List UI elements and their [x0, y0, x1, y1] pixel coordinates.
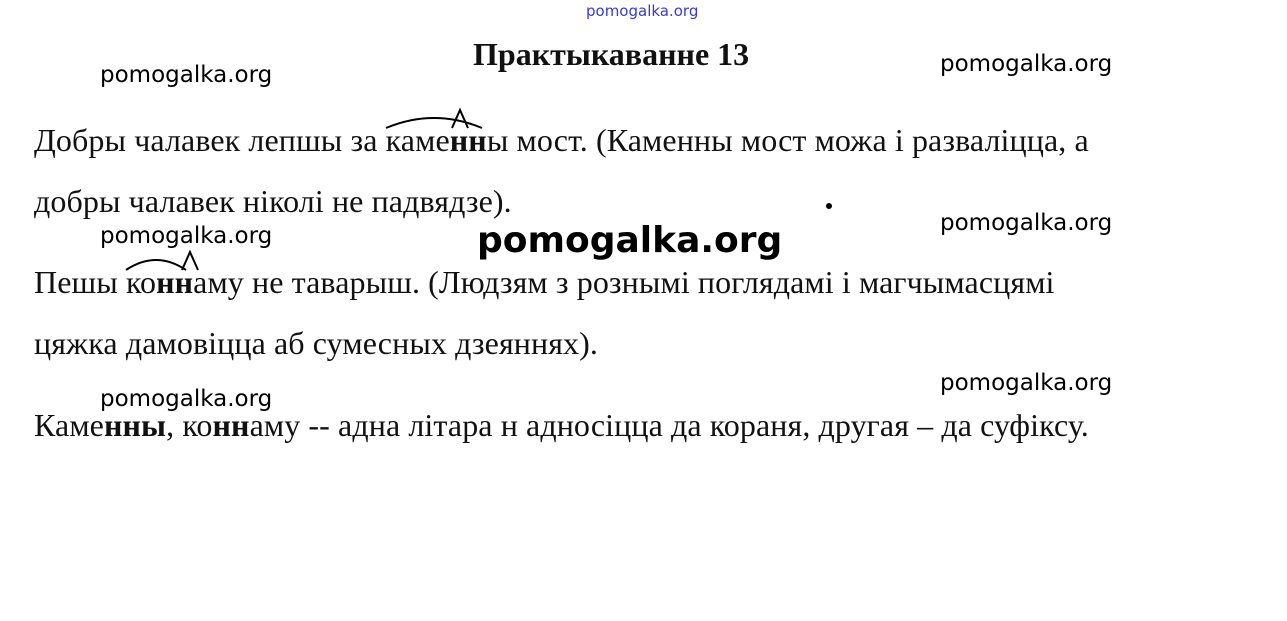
word-root: ко	[125, 264, 157, 300]
word-ending: ы	[486, 122, 509, 158]
root-marked-word-2	[126, 266, 244, 298]
text-segment: Добры чалавек лепшы за	[34, 122, 386, 158]
watermark-right-2: pomogalka.org	[940, 210, 1113, 236]
text-segment: не таварыш. (Людзям з рознымі поглядамі і магчымасцямі	[243, 264, 1055, 300]
watermark-left-3: pomogalka.org	[100, 386, 273, 412]
stray-dot	[826, 203, 832, 209]
watermark-right-3: pomogalka.org	[940, 370, 1113, 396]
paragraph-3	[34, 409, 1089, 441]
double-n-letters: нн	[449, 122, 487, 158]
paragraph-1-line-1	[34, 124, 1089, 156]
text-segment: ,	[166, 407, 183, 443]
double-n-letters: нн	[156, 264, 194, 300]
suffix-caret-icon	[386, 108, 496, 130]
word-ending: аму	[249, 407, 301, 443]
text-segment: мост. (Каменны мост можа і разваліцца, а	[508, 122, 1089, 158]
double-n-letters: нн	[212, 407, 250, 443]
watermark-center: pomogalka.org	[477, 220, 783, 261]
paragraph-2-line-2: цяжка дамовіцца аб сумесных дзеяннях).	[34, 325, 598, 361]
double-n-letters: нны	[103, 407, 167, 443]
watermark-right-1: pomogalka.org	[940, 51, 1113, 77]
paragraph-2-line-1	[34, 266, 1055, 298]
word-root: ко	[182, 407, 213, 443]
suffix-caret-icon	[126, 250, 236, 272]
watermark-left-1: pomogalka.org	[100, 62, 273, 88]
exercise-title: Практыкаванне 13	[473, 36, 750, 72]
word-root: каме	[385, 122, 450, 158]
watermark-left-2: pomogalka.org	[100, 223, 273, 249]
root-marked-word-1	[386, 124, 509, 156]
watermark-top: pomogalka.org	[586, 2, 699, 20]
word-root: Каме	[34, 407, 104, 443]
text-segment: -- адна літара н адносіцца да кораня, другая – да суфіксу.	[300, 407, 1089, 443]
text-segment: Пешы	[34, 264, 126, 300]
paragraph-1-line-2: добры чалавек ніколі не падвядзе).	[34, 183, 512, 219]
word-ending: аму	[193, 264, 244, 300]
